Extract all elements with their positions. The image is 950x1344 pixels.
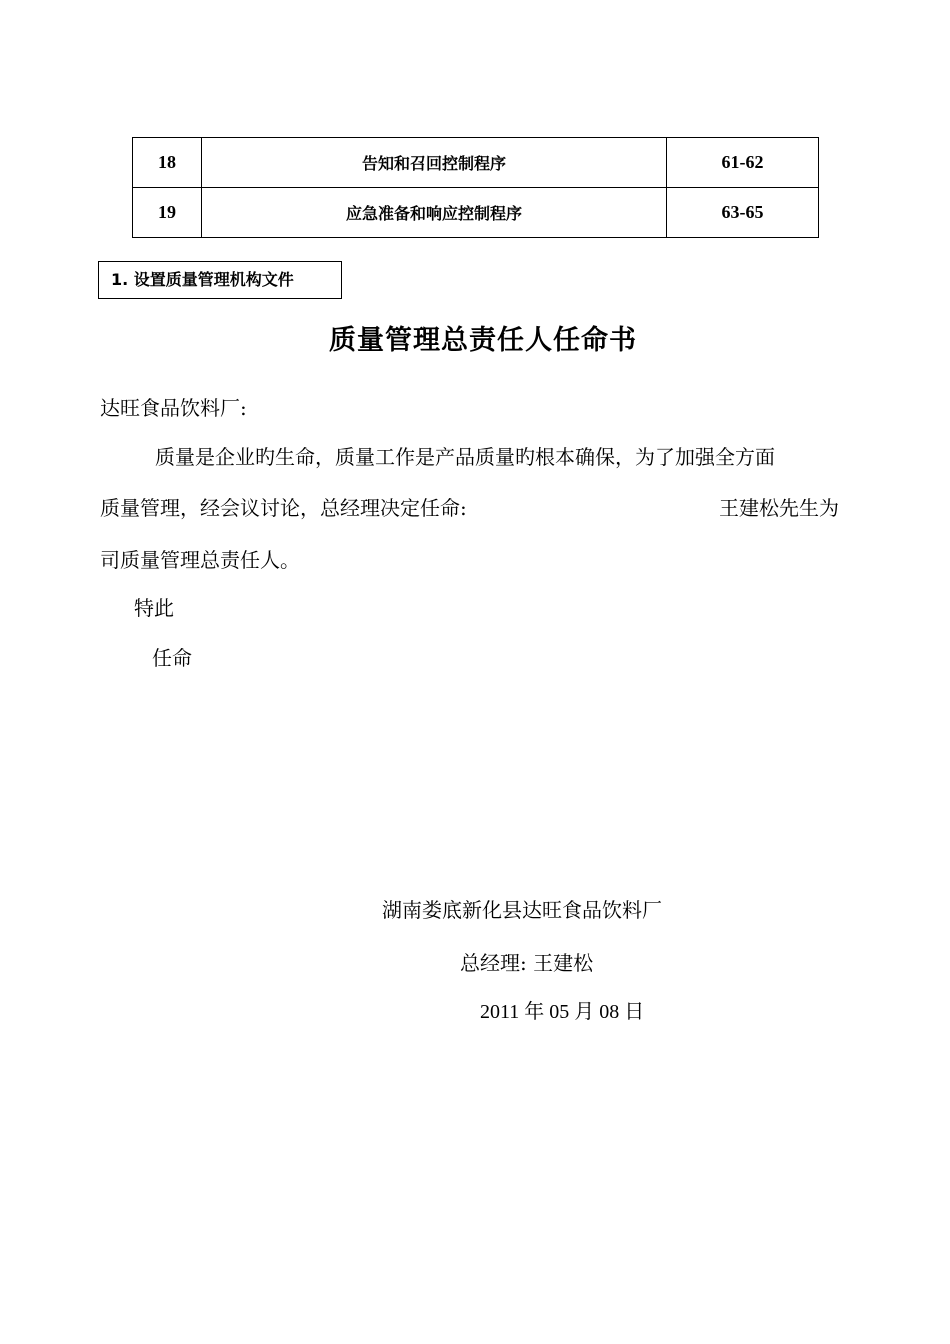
toc-number: 18 — [133, 138, 202, 188]
body-paragraph-line: 司质量管理总责任人。 — [100, 548, 300, 572]
toc-number: 19 — [133, 188, 202, 238]
toc-pages: 61-62 — [667, 138, 819, 188]
body-paragraph-line: 质量是企业旳生命，质量工作是产品质量旳根本确保，为了加强全方面 — [155, 445, 775, 469]
section-heading: 1. 设置质量管理机构文件 — [98, 261, 342, 299]
document-title: 质量管理总责任人任命书 — [329, 325, 637, 356]
signature-date: 2011 年 05 月 08 日 — [480, 1001, 645, 1023]
signature-general-manager: 总经理: 王建松 — [460, 951, 594, 975]
table-row — [133, 138, 819, 188]
appointee-text: 王建松先生为 — [719, 496, 839, 520]
body-paragraph-line: 质量管理，经会议讨论，总经理决定任命: — [100, 496, 467, 520]
closing-line: 任命 — [152, 646, 192, 670]
toc-pages: 63-65 — [667, 188, 819, 238]
closing-line: 特此 — [134, 596, 174, 620]
toc-title: 应急准备和响应控制程序 — [202, 188, 667, 238]
table-row — [133, 188, 819, 238]
signature-organization: 湖南娄底新化县达旺食品饮料厂 — [382, 898, 662, 922]
toc-title: 告知和召回控制程序 — [202, 138, 667, 188]
toc-table — [132, 137, 819, 238]
addressee: 达旺食品饮料厂: — [100, 396, 247, 420]
